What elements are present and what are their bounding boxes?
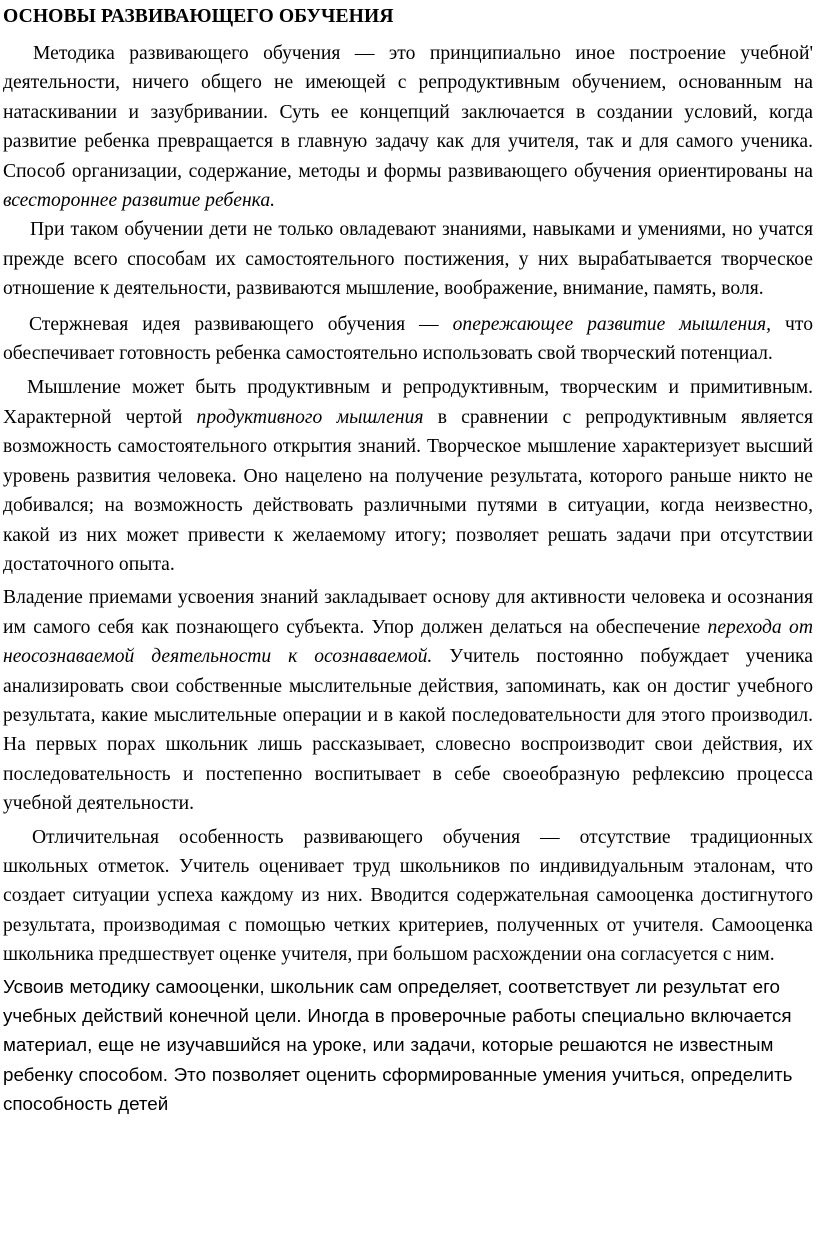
paragraph-3 — [3, 310, 813, 369]
paragraph-1-emphasis: всестороннее развитие ребенка. — [3, 190, 276, 212]
paragraph-1 — [3, 39, 813, 215]
paragraph-3-emphasis: опережающее развитие мышления, — [452, 313, 772, 335]
paragraph-7 — [3, 972, 813, 1119]
document-title: ОСНОВЫ РАЗВИВАЮЩЕГО ОБУЧЕНИЯ — [3, 6, 394, 27]
paragraph-4-text-end: в сравнении с репродуктивным является возможность самостоятельного открытия знаний. Творческое мышление характеризует высший уровень развития человека. Оно нацелено на получение результата, которого раньше никто не добивался; на возможность действовать различными путями в ситуации, когда неизвестно, какой из них может привести к желаемому итогу; позволяет решать задачи при отсутствии достаточного опыта. — [3, 406, 813, 575]
paragraph-5-text-end: Учитель постоянно побуждает ученика анализировать свои собственные мыслительные действия, запоминать, как он достиг учебного результата, какие мыслительные операции и в какой последовательности для этого производил. На первых порах школьник лишь рассказывает, словесно воспроизводит свои действия, их последовательность и постепенно воспитывает в себе своеобразную рефлексию процесса учебной деятельности. — [3, 646, 813, 815]
paragraph-5-text-start: Владение приемами усвоения знаний закладывает основу для активности человека и осознания им самого себя как познающего субъекта. Упор должен делаться на обеспечение — [3, 587, 813, 638]
paragraph-6-text: Отличительная особенность развивающего обучения — отсутствие традиционных школьных отметок. Учитель оценивает труд школьников по индивидуальным эталонам, что создает ситуации успеха каждому из них. Вводится содержательная самооценка достигнутого результата, производимая с помощью четких критериев, полученных от учителя. Самооценка школьника предшествует оценке учителя, при большом расхождении она согласуется с ним. — [3, 826, 813, 966]
paragraph-2-text: При таком обучении дети не только овладевают знаниями, навыками и умениями, но учатся прежде всего способам их самостоятельного постижения, у них вырабатывается творческое отношение к деятельности, развиваются мышление, воображение, внимание, память, воля. — [3, 219, 813, 300]
paragraph-4 — [3, 373, 813, 579]
paragraph-3-text-start: Стержневая идея развивающего обучения — — [29, 313, 453, 335]
paragraph-4-emphasis: продуктивного мышления — [196, 406, 424, 428]
paragraph-5 — [3, 583, 813, 818]
paragraph-7-text: Усвоив методику самооценки, школьник сам определяет, соответствует ли результат его учебных действий конечной цели. Иногда в проверочные работы специально включается материал, еще не изучавшийся на уроке, или задачи, которые решаются не известным ребенку способом. Это позволяет оценить сформированные умения учиться, определить способность детей — [3, 975, 793, 1115]
paragraph-1-text: Методика развивающего обучения — это принципиально иное построение учебной' деятельности, ничего общего не имеющей с репродуктивным обучением, основанным на натаскивании и зазубривании. Суть ее концепций заключается в создании условий, когда развитие ребенка превращается в главную задачу как для учителя, так и для самого ученика. Способ организации, содержание, методы и формы развивающего обучения ориентированы на — [3, 43, 813, 182]
paragraph-6 — [3, 823, 813, 970]
paragraph-4-text-start: Мышление может быть продуктивным и репродуктивным, творческим и примитивным. Характерной чертой — [3, 377, 813, 428]
paragraph-5-emphasis: перехода от неосознаваемой деятельности к осознаваемой. — [3, 616, 813, 668]
paragraph-3-text-end: что обеспечивает готовность ребенка самостоятельно использовать свой творческий потенциал. — [3, 313, 813, 365]
paragraph-2 — [3, 215, 813, 303]
